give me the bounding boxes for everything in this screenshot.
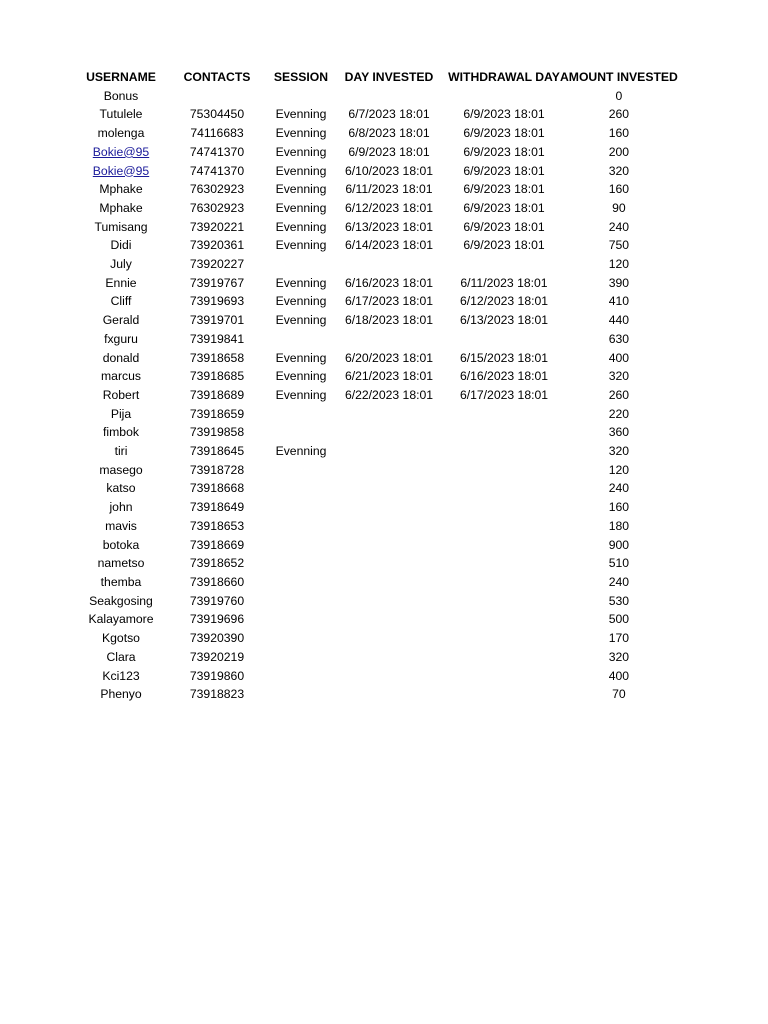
cell-withdrawal-day: 6/17/2023 18:01 [459, 387, 549, 402]
table-row [80, 554, 678, 573]
cell-amount-invested: 440 [608, 313, 630, 328]
cell-contact: 73918658 [189, 350, 245, 365]
cell-day-invested [330, 255, 448, 274]
cell-username: Phenyo [100, 687, 142, 702]
cell-contact: 73919860 [189, 668, 245, 683]
cell-withdrawal-day: 6/9/2023 18:01 [463, 219, 545, 234]
cell-session: Evenning [275, 294, 327, 309]
cell-withdrawal-day [448, 330, 560, 349]
table-row [80, 536, 678, 555]
cell-contact: 73919760 [189, 593, 245, 608]
cell-session: Evenning [275, 275, 327, 290]
cell-session [272, 554, 330, 573]
investment-table [80, 68, 678, 704]
cell-username: Tutulele [99, 107, 143, 122]
cell-contact: 75304450 [189, 107, 245, 122]
cell-day-invested [330, 629, 448, 648]
cell-day-invested [330, 330, 448, 349]
cell-session: Evenning [275, 350, 327, 365]
cell-session [272, 573, 330, 592]
cell-session [272, 461, 330, 480]
cell-day-invested [330, 667, 448, 686]
cell-day-invested [330, 479, 448, 498]
table-row [80, 330, 678, 349]
cell-contact: 73919693 [189, 294, 245, 309]
table-row [80, 685, 678, 704]
cell-contact: 76302923 [189, 182, 245, 197]
table-row [80, 199, 678, 218]
table-row [80, 629, 678, 648]
cell-session [272, 648, 330, 667]
header-contacts: CONTACTS [183, 70, 251, 84]
cell-session: Evenning [275, 144, 327, 159]
cell-withdrawal-day [448, 536, 560, 555]
cell-withdrawal-day: 6/9/2023 18:01 [463, 126, 545, 141]
cell-amount-invested: 120 [608, 462, 630, 477]
cell-username: Pija [110, 406, 132, 421]
cell-withdrawal-day [448, 423, 560, 442]
table-row [80, 274, 678, 293]
cell-amount-invested: 410 [608, 294, 630, 309]
cell-session: Evenning [275, 313, 327, 328]
cell-day-invested: 6/12/2023 18:01 [344, 200, 434, 215]
cell-withdrawal-day: 6/15/2023 18:01 [459, 350, 549, 365]
cell-amount-invested: 320 [608, 369, 630, 384]
cell-amount-invested: 200 [608, 144, 630, 159]
cell-contact: 73918728 [189, 462, 245, 477]
cell-contact: 73918645 [189, 444, 245, 459]
cell-day-invested [330, 442, 448, 461]
cell-day-invested [330, 648, 448, 667]
bonus-day-cell [330, 87, 448, 106]
cell-session [272, 629, 330, 648]
cell-session [272, 592, 330, 611]
cell-username: tiri [114, 444, 128, 459]
cell-withdrawal-day: 6/9/2023 18:01 [463, 163, 545, 178]
header-username: USERNAME [86, 70, 156, 84]
cell-username: themba [100, 574, 142, 589]
cell-withdrawal-day: 6/9/2023 18:01 [463, 144, 545, 159]
cell-username: botoka [102, 537, 140, 552]
header-withdrawal-day: WITHDRAWAL DAY [448, 70, 560, 84]
table-row [80, 236, 678, 255]
cell-session: Evenning [275, 163, 327, 178]
cell-username: Robert [102, 387, 140, 402]
table-row [80, 592, 678, 611]
table-row [80, 124, 678, 143]
cell-day-invested [330, 423, 448, 442]
cell-withdrawal-day: 6/9/2023 18:01 [463, 182, 545, 197]
cell-amount-invested: 750 [608, 238, 630, 253]
cell-contact: 76302923 [189, 200, 245, 215]
table-row [80, 405, 678, 424]
cell-day-invested: 6/8/2023 18:01 [348, 126, 430, 141]
cell-session [272, 498, 330, 517]
cell-contact: 73918653 [189, 518, 245, 533]
cell-amount-invested: 390 [608, 275, 630, 290]
cell-contact: 73920227 [189, 257, 245, 272]
cell-amount-invested: 160 [608, 500, 630, 515]
header-row [80, 68, 678, 87]
cell-day-invested [330, 592, 448, 611]
header-amount-invested: AMOUNT INVESTED [560, 70, 678, 84]
cell-session [272, 423, 330, 442]
cell-day-invested: 6/21/2023 18:01 [344, 369, 434, 384]
cell-amount-invested: 510 [608, 556, 630, 571]
cell-amount-invested: 240 [608, 219, 630, 234]
cell-contact: 74741370 [189, 163, 245, 178]
cell-username: nametso [97, 556, 145, 571]
bonus-contact-cell [162, 87, 272, 106]
cell-withdrawal-day [448, 461, 560, 480]
cell-withdrawal-day [448, 498, 560, 517]
cell-amount-invested: 260 [608, 387, 630, 402]
bonus-session-cell [272, 87, 330, 106]
cell-day-invested: 6/16/2023 18:01 [344, 275, 434, 290]
cell-session [272, 536, 330, 555]
cell-withdrawal-day: 6/9/2023 18:01 [463, 238, 545, 253]
cell-amount-invested: 120 [608, 257, 630, 272]
cell-contact: 73920361 [189, 238, 245, 253]
cell-day-invested [330, 536, 448, 555]
table-row [80, 517, 678, 536]
cell-session [272, 667, 330, 686]
table-row [80, 218, 678, 237]
cell-day-invested: 6/7/2023 18:01 [348, 107, 430, 122]
cell-day-invested [330, 517, 448, 536]
cell-amount-invested: 240 [608, 481, 630, 496]
cell-withdrawal-day [448, 629, 560, 648]
cell-amount-invested: 260 [608, 107, 630, 122]
cell-contact: 73920219 [189, 649, 245, 664]
cell-contact: 73918685 [189, 369, 245, 384]
cell-contact: 73918649 [189, 500, 245, 515]
bonus-row [80, 87, 678, 106]
table-row [80, 311, 678, 330]
cell-amount-invested: 220 [608, 406, 630, 421]
cell-contact: 73918669 [189, 537, 245, 552]
cell-username: donald [102, 350, 140, 365]
cell-day-invested [330, 610, 448, 629]
table-row [80, 479, 678, 498]
cell-withdrawal-day [448, 255, 560, 274]
cell-contact: 73918652 [189, 556, 245, 571]
cell-username: Tumisang [94, 219, 148, 234]
cell-username: Seakgosing [89, 593, 153, 608]
cell-username: john [109, 500, 133, 515]
cell-username: molenga [97, 126, 145, 141]
cell-withdrawal-day [448, 573, 560, 592]
cell-day-invested: 6/20/2023 18:01 [344, 350, 434, 365]
cell-withdrawal-day [448, 667, 560, 686]
cell-amount-invested: 400 [608, 668, 630, 683]
cell-session [272, 685, 330, 704]
cell-contact: 73919701 [189, 313, 245, 328]
cell-username: katso [106, 481, 136, 496]
cell-day-invested: 6/11/2023 18:01 [345, 182, 433, 197]
cell-withdrawal-day: 6/12/2023 18:01 [459, 294, 549, 309]
cell-username: Gerald [102, 313, 140, 328]
cell-amount-invested: 400 [608, 350, 630, 365]
header-day-invested: DAY INVESTED [344, 70, 434, 84]
cell-contact: 73920390 [189, 631, 245, 646]
cell-withdrawal-day [448, 592, 560, 611]
table-row [80, 461, 678, 480]
cell-contact: 74116683 [190, 126, 244, 141]
cell-amount-invested: 360 [608, 425, 630, 440]
cell-day-invested: 6/22/2023 18:01 [344, 387, 434, 402]
cell-amount-invested: 320 [608, 444, 630, 459]
table-row [80, 255, 678, 274]
table-row [80, 386, 678, 405]
cell-day-invested [330, 573, 448, 592]
table-row [80, 423, 678, 442]
table-row [80, 648, 678, 667]
table-row [80, 610, 678, 629]
table-row [80, 105, 678, 124]
cell-amount-invested: 240 [608, 574, 630, 589]
header-session: SESSION [273, 70, 329, 84]
table-row [80, 180, 678, 199]
cell-username[interactable]: Bokie@95 [92, 144, 150, 159]
cell-withdrawal-day [448, 517, 560, 536]
cell-day-invested [330, 554, 448, 573]
cell-amount-invested: 160 [608, 182, 630, 197]
cell-username: mavis [105, 518, 137, 533]
table-row [80, 143, 678, 162]
bonus-label: Bonus [103, 88, 139, 103]
cell-session: Evenning [275, 444, 327, 459]
cell-amount-invested: 320 [608, 163, 630, 178]
cell-session: Evenning [275, 369, 327, 384]
cell-amount-invested: 180 [608, 518, 630, 533]
cell-amount-invested: 900 [608, 537, 630, 552]
cell-day-invested [330, 685, 448, 704]
cell-withdrawal-day: 6/9/2023 18:01 [463, 107, 545, 122]
cell-contact: 73920221 [189, 219, 245, 234]
cell-username: Cliff [110, 294, 132, 309]
cell-day-invested [330, 498, 448, 517]
table-row [80, 349, 678, 368]
table-row [80, 442, 678, 461]
cell-session [272, 330, 330, 349]
cell-username: Mphake [99, 200, 143, 215]
cell-contact: 73918689 [189, 387, 245, 402]
cell-contact: 73918659 [189, 406, 245, 421]
table-row [80, 573, 678, 592]
cell-amount-invested: 530 [608, 593, 630, 608]
bonus-amount: 0 [615, 88, 623, 103]
cell-username: Kgotso [102, 631, 140, 646]
cell-session: Evenning [275, 182, 327, 197]
cell-contact: 73919858 [189, 425, 245, 440]
cell-username: Mphake [99, 182, 143, 197]
cell-day-invested: 6/14/2023 18:01 [344, 238, 434, 253]
cell-contact: 73919767 [189, 275, 245, 290]
cell-withdrawal-day [448, 479, 560, 498]
cell-session: Evenning [275, 200, 327, 215]
cell-amount-invested: 320 [608, 649, 630, 664]
cell-amount-invested: 630 [608, 331, 630, 346]
cell-day-invested [330, 405, 448, 424]
table-row [80, 667, 678, 686]
cell-username: Kalayamore [88, 612, 154, 627]
cell-session [272, 517, 330, 536]
cell-day-invested: 6/17/2023 18:01 [344, 294, 434, 309]
cell-session [272, 610, 330, 629]
cell-amount-invested: 90 [612, 200, 626, 215]
cell-amount-invested: 160 [608, 126, 630, 141]
bonus-withdrawal-cell [448, 87, 560, 106]
cell-day-invested: 6/10/2023 18:01 [344, 163, 434, 178]
cell-withdrawal-day [448, 685, 560, 704]
cell-contact: 73919696 [189, 612, 245, 627]
cell-username[interactable]: Bokie@95 [92, 163, 150, 178]
cell-session [272, 405, 330, 424]
table-row [80, 498, 678, 517]
cell-withdrawal-day: 6/16/2023 18:01 [459, 369, 549, 384]
cell-session: Evenning [275, 107, 327, 122]
cell-withdrawal-day [448, 610, 560, 629]
cell-session: Evenning [275, 238, 327, 253]
cell-day-invested: 6/9/2023 18:01 [348, 144, 430, 159]
cell-amount-invested: 500 [608, 612, 630, 627]
table-row [80, 367, 678, 386]
cell-session [272, 479, 330, 498]
cell-contact: 73918823 [189, 687, 245, 702]
cell-username: masego [99, 462, 143, 477]
cell-contact: 74741370 [189, 144, 245, 159]
cell-username: Ennie [105, 275, 137, 290]
table-row [80, 292, 678, 311]
cell-contact: 73918668 [189, 481, 245, 496]
cell-day-invested [330, 461, 448, 480]
cell-contact: 73919841 [189, 331, 245, 346]
cell-username: Didi [110, 238, 132, 253]
cell-withdrawal-day [448, 442, 560, 461]
cell-username: marcus [101, 369, 141, 384]
cell-withdrawal-day [448, 554, 560, 573]
cell-username: Kci123 [102, 668, 140, 683]
cell-session: Evenning [275, 387, 327, 402]
cell-session: Evenning [275, 219, 327, 234]
cell-contact: 73918660 [189, 574, 245, 589]
cell-day-invested: 6/13/2023 18:01 [344, 219, 434, 234]
cell-day-invested: 6/18/2023 18:01 [344, 313, 434, 328]
cell-withdrawal-day: 6/9/2023 18:01 [463, 200, 545, 215]
cell-withdrawal-day: 6/11/2023 18:01 [460, 275, 548, 290]
cell-session [272, 255, 330, 274]
cell-withdrawal-day [448, 648, 560, 667]
cell-username: fimbok [103, 425, 139, 440]
cell-withdrawal-day [448, 405, 560, 424]
cell-amount-invested: 170 [608, 631, 630, 646]
cell-amount-invested: 70 [612, 687, 626, 702]
cell-withdrawal-day: 6/13/2023 18:01 [459, 313, 549, 328]
table-row [80, 162, 678, 181]
cell-username: Clara [106, 649, 136, 664]
cell-session: Evenning [275, 126, 327, 141]
cell-username: fxguru [104, 331, 138, 346]
cell-username: July [110, 257, 132, 272]
